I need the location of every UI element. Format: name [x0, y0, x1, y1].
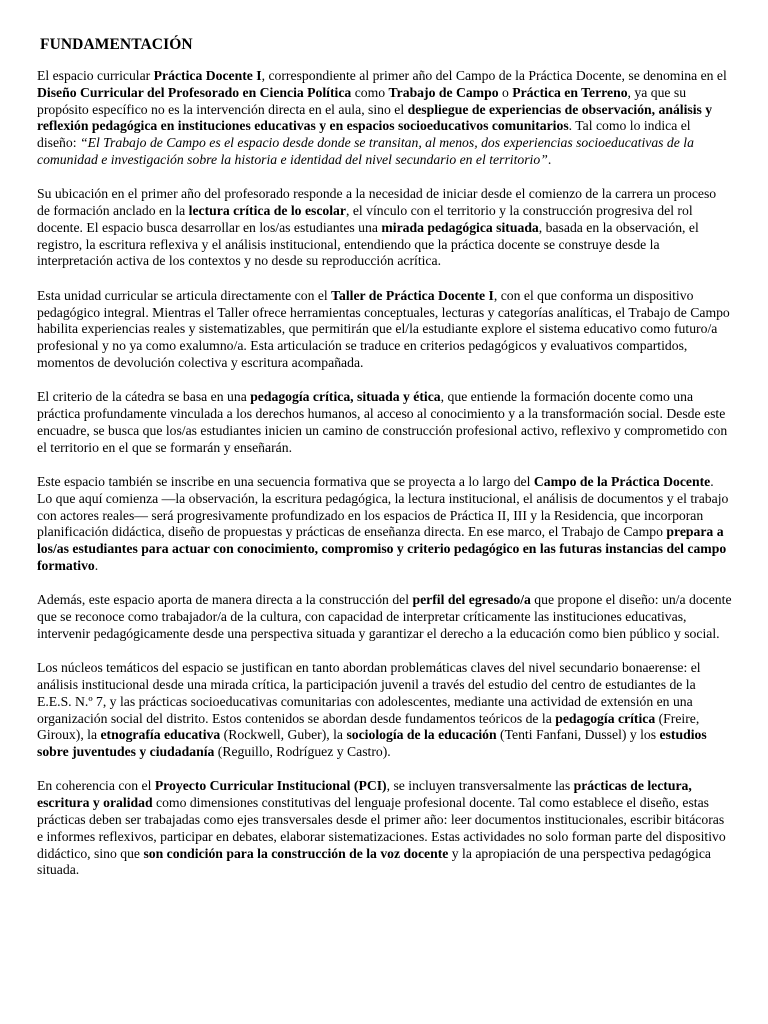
- text-run: como: [351, 84, 389, 100]
- bold-text: prácticas de lectura, escritura y oralidad: [37, 778, 692, 811]
- text-run: Los núcleos temáticos del espacio se justifican en tanto abordan problemáticas claves del nivel secundario bonaerense: el análisis institucional desde una mirada crítica, la participación juvenil a través del estudio del centro de estudiantes de la E.E.S. N.º 7, y las prácticas socioeducativas comunitarias con adolescentes, mediante una actividad de extensión en una organización social del distrito. Estos contenidos se abordan desde fundamentos teóricos de la: [37, 660, 701, 726]
- bold-text: Diseño Curricular del Profesorado en Ciencia Política: [37, 84, 352, 100]
- paragraph-5: [37, 474, 732, 575]
- paragraph-2: [37, 186, 732, 270]
- bold-text: Taller de Práctica Docente I: [331, 287, 494, 303]
- bold-text: etnografía educativa: [100, 727, 221, 743]
- text-run: Esta unidad curricular se articula directamente con el: [37, 287, 332, 303]
- bold-text: mirada pedagógica situada: [381, 219, 539, 235]
- text-run: (Freire, Giroux), la: [37, 710, 700, 743]
- document-body: [37, 68, 732, 879]
- section-title: FUNDAMENTACIÓN: [40, 36, 193, 53]
- text-run: , se incluyen transversalmente las: [386, 778, 574, 794]
- italic-quote: “El Trabajo de Campo es el espacio desde donde se transitan, al menos, dos experiencias socioeducativas de la comunidad e investigación sobre la historia e identidad del nivel secundario en el territorio”: [37, 135, 694, 167]
- paragraph-3: [37, 288, 732, 372]
- bold-text: lectura crítica de lo escolar: [188, 203, 346, 219]
- bold-text: pedagogía crítica: [555, 710, 656, 726]
- paragraph-8: [37, 778, 732, 879]
- text-run: que propone el diseño: un/a docente que se reconoce como trabajador/a de la cultura, con capacidad de interpretar críticamente las instituciones educativas, intervenir pedagógicamente desde una perspectiva situada y garantizar el derecho a la educación como bien público y social.: [37, 592, 732, 641]
- text-run: El espacio curricular: [37, 68, 154, 83]
- text-run: o: [498, 84, 513, 100]
- text-run: , basada en la observación, el registro, la escritura reflexiva y el análisis institucional, entendiendo que la práctica docente se construye desde la interpretación activa de los contextos y no desde su reproducción acrítica.: [37, 219, 699, 269]
- bold-text: estudios sobre juventudes y ciudadanía: [37, 727, 707, 760]
- bold-text: perfil del egresado/a: [412, 592, 531, 608]
- text-run: como dimensiones constitutivas del lenguaje profesional docente. Tal como establece el diseño, estas prácticas deben ser trabajadas como ejes transversales desde el primer año: leer documentos institucionales, escribir bitácoras e informes reflexivos, participar en debates, elaborar sistematizaciones. Estas actividades no solo forman parte del dispositivo didáctico, sino que: [37, 795, 726, 861]
- bold-text: sociología de la educación: [346, 727, 497, 743]
- bold-text: prepara a los/as estudiantes para actuar con conocimiento, compromiso y criterio pedagógico en las futuras instancias del campo formativo: [37, 524, 727, 573]
- text-run: .: [94, 557, 99, 573]
- bold-text: Práctica Docente I: [153, 68, 262, 83]
- text-run: , con el que conforma un dispositivo pedagógico integral. Mientras el Taller ofrece herramientas conceptuales, lecturas y categorías analíticas, el Trabajo de Campo habilita experiencias reales y sistematizables, que permitirán que el/la estudiante explore el sistema educativo como futuro/a profesional y no ya como exalumno/a. Esta articulación se traduce en criterios pedagógicos y evaluativos compartidos, momentos de devolución colectiva y escritura acompañada.: [37, 287, 730, 370]
- text-run: (Rockwell, Guber), la: [220, 727, 347, 743]
- text-run: . Lo que aquí comienza —la observación, la escritura pedagógica, la lectura institucional, el análisis de documentos y el trabajo con actores reales— será progresivamente profundizado en los espacios de Práctica II, III y la Residencia, que incorporan planificación didáctica, diseño de propuestas y prácticas de enseñanza directa. En ese marco, el Trabajo de Campo: [37, 473, 729, 540]
- text-run: , correspondiente al primer año del Campo de la Práctica Docente, se denomina en el: [261, 68, 727, 83]
- paragraph-7: [37, 660, 732, 761]
- text-run: y la apropiación de una perspectiva pedagógica situada.: [37, 845, 711, 878]
- text-run: Su ubicación en el primer año del profesorado responde a la necesidad de iniciar desde el comienzo de la carrera un proceso de formación anclado en la: [37, 186, 717, 219]
- paragraph-4: [37, 389, 732, 456]
- bold-text: son condición para la construcción de la voz docente: [143, 845, 449, 861]
- text-run: Este espacio también se inscribe en una secuencia formativa que se proyecta a lo largo del: [37, 473, 534, 489]
- text-run: El criterio de la cátedra se basa en una: [37, 389, 251, 405]
- text-run: , que entiende la formación docente como una práctica profundamente vinculada a los derechos humanos, al acceso al conocimiento y a la transformación social. Desde este encuadre, se busca que los/as estudiantes inicien un camino de construcción profesional activo, reflexivo y comprometido con el territorio en el que se formarán y enseñarán.: [37, 389, 728, 455]
- text-run: (Reguillo, Rodríguez y Castro).: [214, 744, 391, 760]
- text-run: En coherencia con el: [37, 778, 155, 794]
- text-run: Además, este espacio aporta de manera directa a la construcción del: [37, 592, 413, 608]
- bold-text: Práctica en Terreno: [512, 84, 628, 100]
- text-run: , el vínculo con el territorio y la construcción progresiva del rol docente. El espacio busca desarrollar en los/as estudiantes una: [37, 203, 693, 235]
- text-run: (Tenti Fanfani, Dussel) y los: [496, 727, 660, 743]
- bold-text: Proyecto Curricular Institucional (PCI): [154, 778, 387, 794]
- text-run: .: [547, 151, 552, 167]
- bold-text: pedagogía crítica, situada y ética: [250, 389, 441, 405]
- bold-text: Campo de la Práctica Docente: [533, 473, 711, 489]
- paragraph-1: [37, 68, 732, 169]
- text-run: . Tal como lo indica el diseño:: [37, 118, 691, 151]
- paragraph-6: [37, 592, 732, 642]
- text-run: , ya que su propósito específico no es la intervención directa en el aula, sino el: [37, 84, 687, 117]
- bold-text: Trabajo de Campo: [388, 84, 499, 100]
- bold-text: despliegue de experiencias de observación, análisis y reflexión pedagógica en instituciones educativas y en espacios socioeducativos comunitarios: [37, 101, 713, 134]
